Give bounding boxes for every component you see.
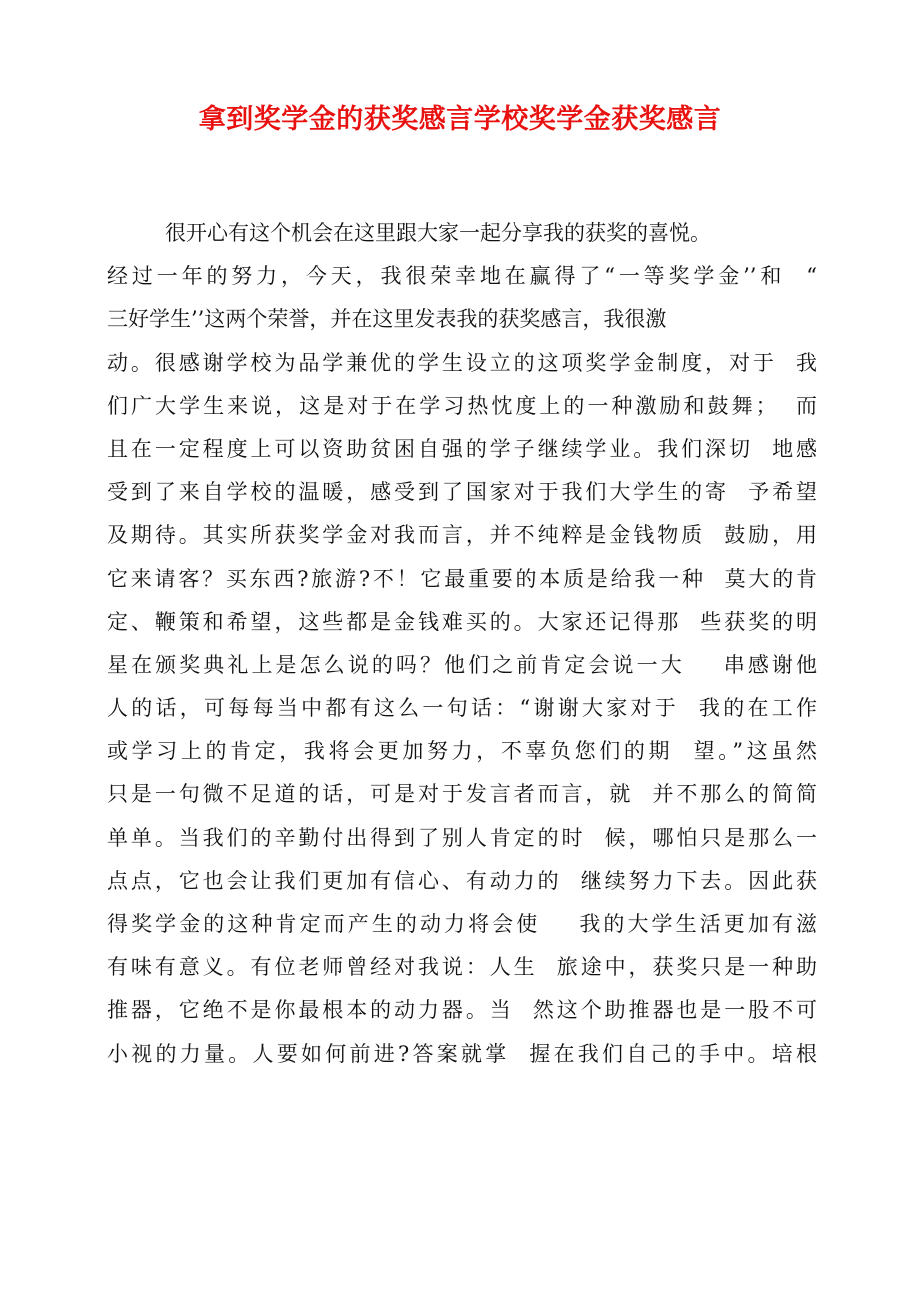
body-line: 得奖学金的这种肯定而产生的动力将会使 我的大学生活更加有滋 bbox=[107, 912, 817, 936]
body-line: 很开心有这个机会在这里跟大家一起分享我的获奖的喜悦。 bbox=[165, 221, 711, 245]
body-line: 受到了来自学校的温暖，感受到了国家对于我们大学生的寄 予希望 bbox=[107, 480, 817, 505]
body-line: 小视的力量。人要如何前进?答案就掌 握在我们自己的手中。培根 bbox=[107, 1041, 817, 1066]
body-line: 只是一句微不足道的话，可是对于发言者而言，就 并不那么的简简 bbox=[107, 782, 817, 807]
body-line: 单单。当我们的辛勤付出得到了别人肯定的时 候，哪怕只是那么一 bbox=[107, 825, 817, 850]
body-line: 或学习上的肯定，我将会更加努力，不辜负您们的期 望。”这虽然 bbox=[107, 739, 817, 764]
body-line: 经过一年的努力，今天，我很荣幸地在赢得了“一等奖学金’’和 “ bbox=[107, 264, 817, 289]
body-line: 它来请客？买东西?旅游?不！它最重要的本质是给我一种 莫大的肯 bbox=[107, 566, 817, 591]
body-line: 三好学生’’这两个荣誉，并在这里发表我的获奖感言，我很激 bbox=[107, 307, 667, 332]
body-line: 推器，它绝不是你最根本的动力器。当 然这个助推器也是一股不可 bbox=[107, 998, 817, 1023]
body-line: 们广大学生来说，这是对于在学习热忱度上的一种激励和鼓舞； 而 bbox=[107, 393, 817, 418]
body-line: 及期待。其实所获奖学金对我而言，并不纯粹是金钱物质 鼓励，用 bbox=[107, 523, 817, 548]
body-line: 点点，它也会让我们更加有信心、有动力的 继续努力下去。因此获 bbox=[107, 868, 817, 893]
body-line: 且在一定程度上可以资助贫困自强的学子继续学业。我们深切 地感 bbox=[107, 436, 817, 461]
body-line: 有味有意义。有位老师曾经对我说：人生 旅途中，获奖只是一种助 bbox=[107, 955, 817, 980]
document-title: 拿到奖学金的获奖感言学校奖学金获奖感言 bbox=[198, 104, 722, 135]
body-line: 星在颁奖典礼上是怎么说的吗？他们之前肯定会说一大 串感谢他 bbox=[107, 652, 817, 677]
document-body bbox=[107, 212, 817, 1076]
body-line: 人的话，可每每当中都有这么一句话：“谢谢大家对于 我的在工作 bbox=[107, 696, 817, 721]
body-line: 定、鞭策和希望，这些都是金钱难买的。大家还记得那 些获奖的明 bbox=[107, 609, 817, 634]
body-line: 动。很感谢学校为品学兼优的学生设立的这项奖学金制度，对于 我 bbox=[107, 350, 817, 375]
